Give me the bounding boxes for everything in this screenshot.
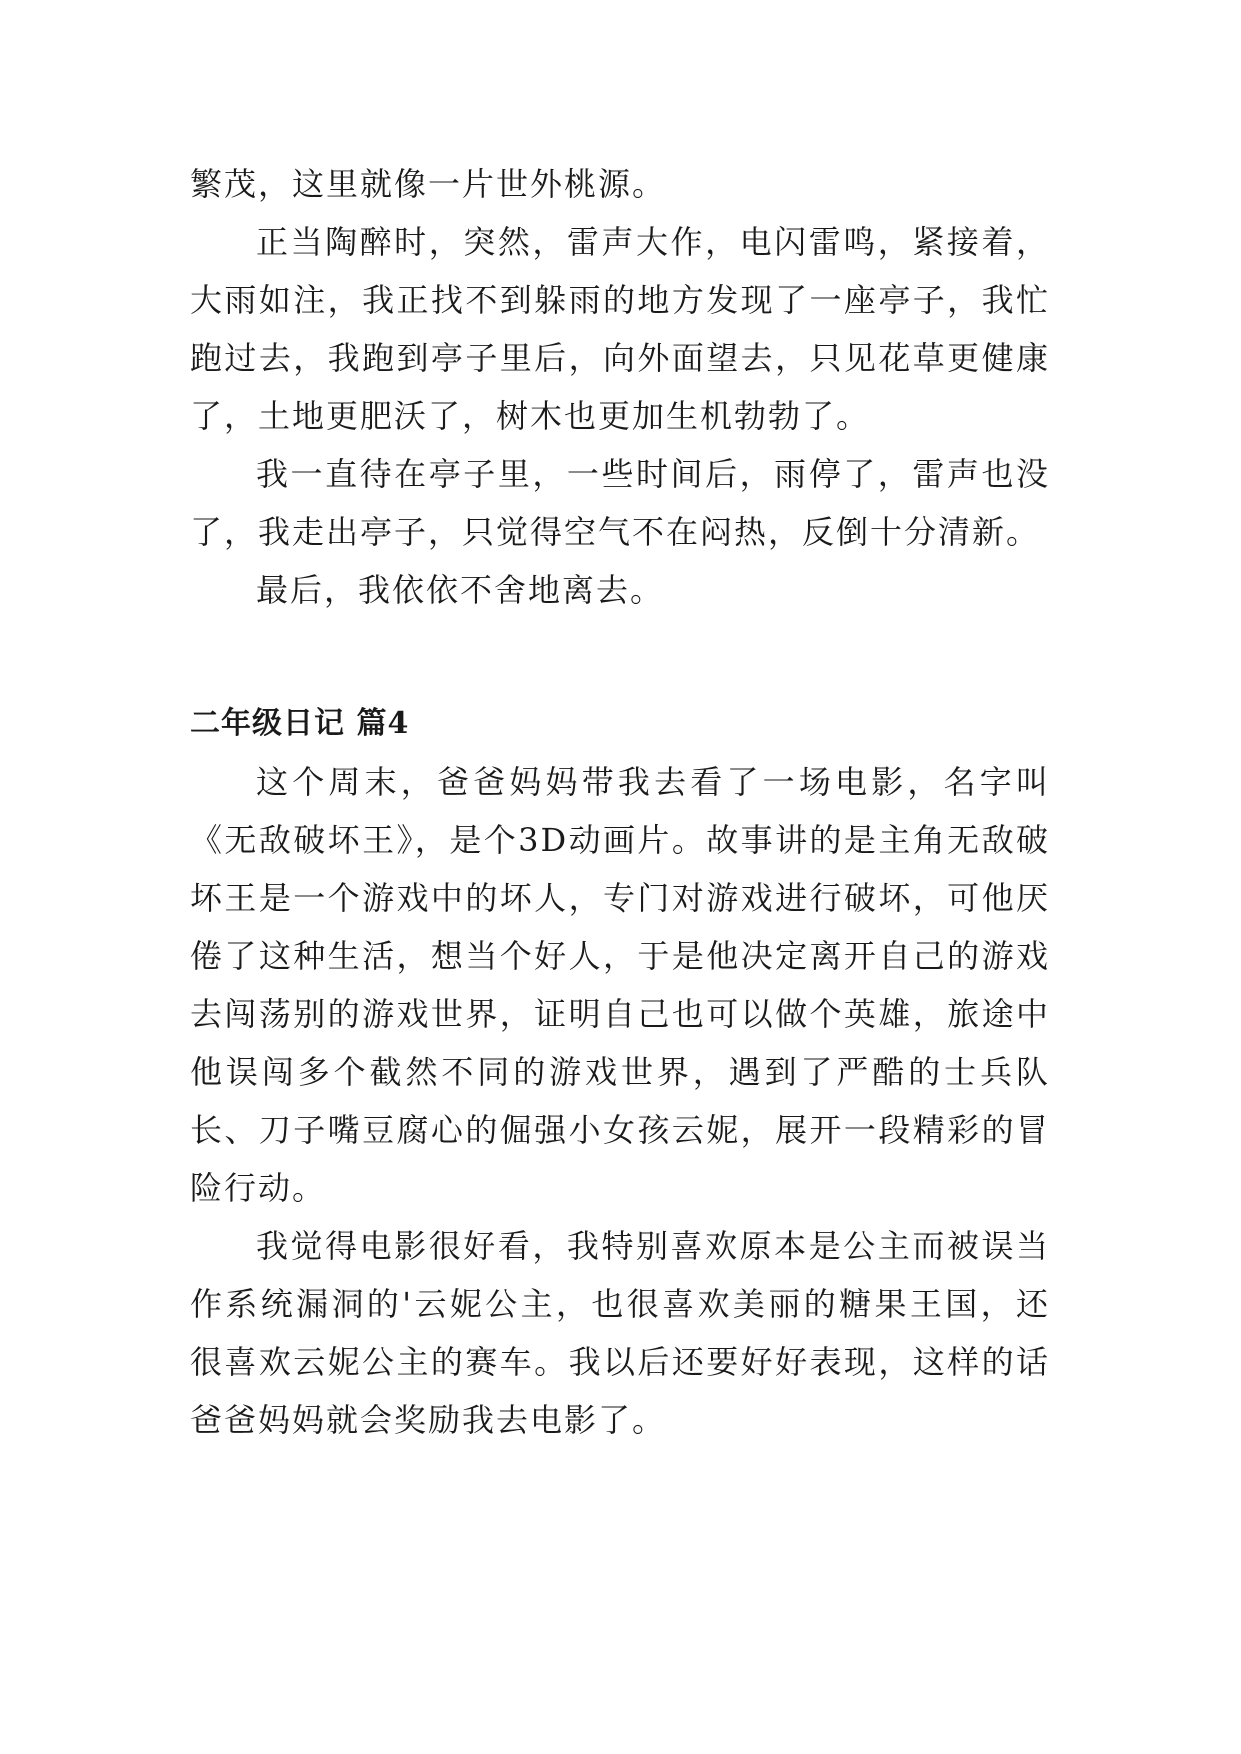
paragraph-leaving: 最后，我依依不舍地离去。 [256, 571, 665, 609]
paragraph-storm: 正当陶醉时，突然，雷声大作，电闪雷鸣，紧接着，大雨如注，我正找不到躲雨的地方发现了一座亭子，我忙跑过去，我跑到亭子里后，向外面望去，只见花草更健康了，土地更肥沃了，树木也更加生机勃勃了。 [190, 223, 1050, 435]
section-title: 二年级日记 篇4 [190, 706, 410, 741]
paragraph-rain-stops: 我一直待在亭子里，一些时间后，雨停了，雷声也没了，我走出亭子，只觉得空气不在闷热，反倒十分清新。 [190, 455, 1050, 551]
document-body [190, 155, 1050, 1449]
paragraph-movie-story: 这个周末，爸爸妈妈带我去看了一场电影，名字叫《无敌破坏王》，是个3D动画片。故事讲的是主角无敌破坏王是一个游戏中的坏人，专门对游戏进行破坏，可他厌倦了这种生活，想当个好人，于是他决定离开自己的游戏去闯荡别的游戏世界，证明自己也可以做个英雄，旅途中他误闯多个截然不同的游戏世界，遇到了严酷的士兵队长、刀子嘴豆腐心的倔强小女孩云妮，展开一段精彩的冒险行动。 [190, 763, 1050, 1207]
paragraph-movie-opinion: 我觉得电影很好看，我特别喜欢原本是公主而被误当作系统漏洞的'云妮公主，也很喜欢美丽的糖果王国，还很喜欢云妮公主的赛车。我以后还要好好表现，这样的话爸爸妈妈就会奖励我去电影了。 [190, 1227, 1050, 1439]
paragraph-continuation: 繁茂，这里就像一片世外桃源。 [190, 165, 667, 203]
